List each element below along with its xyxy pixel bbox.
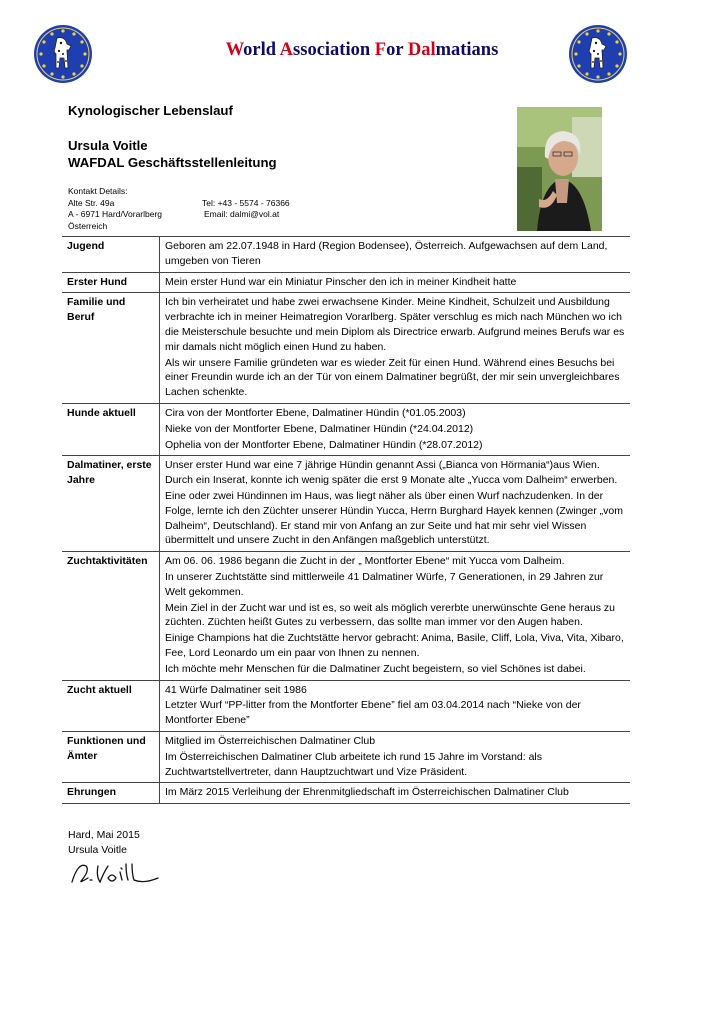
row-paragraph: Eine oder zwei Hündinnen im Haus, was liegt näher als über einen Wurf nachzudenken. In der Folge, lernte ich den Züchter unserer Hündin Yucca, Herrn Burghard Hayek kennen (Zwinger „vom Dalheim“, Deutschland). Er stand mir von Anfang an zur Seite und hat mir sehr viel Wissen übermittelt und unsere Zucht in den Anfängen maßgeblich unterstützt. <box>165 489 623 547</box>
title-part: or <box>386 40 408 60</box>
signature <box>68 858 160 888</box>
row-paragraph: Im Österreichischen Dalmatiner Club arbeitete ich rund 15 Jahre im Vorstand: als Zuchtwartstellvertreter, dann Hauptzuchtwart und Vize Präsident. <box>165 750 543 778</box>
title-part: A <box>279 40 294 60</box>
contact-street: Alte Str. 49a <box>68 197 115 208</box>
row-paragraph: Ophelia von der Montforter Ebene, Dalmatiner Hündin (*28.07.2012) <box>165 438 483 451</box>
row-content <box>160 552 631 680</box>
title-part: matians <box>435 40 499 60</box>
row-paragraph: Geboren am 22.07.1948 in Hard (Region Bodensee), Österreich. Aufgewachsen auf dem Land, umgeben von Tieren <box>165 240 608 267</box>
contact-label: Kontakt Details: <box>68 186 128 196</box>
row-content <box>160 783 631 804</box>
page-title <box>150 40 574 61</box>
portrait-photo <box>517 107 602 231</box>
dalmatian-star-emblem-icon <box>568 24 628 84</box>
row-paragraph: Unser erster Hund war eine 7 jährige Hündin genannt Assi („Bianca von Hörmania“)aus Wien. Durch ein Inserat, konnte ich wenig später die erst 9 Monate alte „Yucca vom Dalheim“ erwerben. <box>165 459 618 487</box>
row-paragraph: Als wir unsere Familie gründeten war es wieder Zeit für einen Hund. Während eines Besuchs bei einer Freundin wurde ich an der Tür von einem Dalmatiner begrüßt, der mir sein unvergleichbares Lachen schenkte. <box>165 356 620 399</box>
table-row <box>62 552 630 680</box>
row-paragraph: In unserer Zuchtstätte sind mittlerweile 41 Dalmatiner Würfe, 7 Generationen, in 29 Jahren zur Welt gekommen. <box>165 570 604 598</box>
table-row <box>62 403 630 455</box>
row-label: Zucht aktuell <box>62 680 160 731</box>
row-label: Jugend <box>62 237 160 273</box>
row-label: Hunde aktuell <box>62 403 160 455</box>
person-role: WAFDAL Geschäftsstellenleitung <box>68 155 277 170</box>
row-label: Funktionen und Ämter <box>62 731 160 782</box>
row-label: Zuchtaktivitäten <box>62 552 160 680</box>
row-paragraph: Einige Champions hat die Zuchtstätte hervor gebracht: Anima, Basile, Cliff, Lola, Viva, Vita, Xibaro, Fee, Lord Leonardo um ein paar von Ihnen zu nennen. <box>165 632 624 659</box>
footer-place-date: Hard, Mai 2015 <box>68 829 140 841</box>
doc-heading: Kynologischer Lebenslauf <box>68 103 233 118</box>
table-row <box>62 237 630 273</box>
row-paragraph: Nieke von der Montforter Ebene, Dalmatiner Hündin (*24.04.2012) <box>165 422 474 435</box>
title-part: Dal <box>407 40 436 60</box>
row-paragraph: Ich bin verheiratet und habe zwei erwachsene Kinder. Meine Kindheit, Schulzeit und Ausbildung verbrachte ich in meiner Heimatregion Vorarlberg. Später verschlug es mich nach München wo ich die Meisterschule besuchte und mein Diplom als Directrice erwarb. Aufgrund meines Berufs war es mir damals nicht möglich einen Hund zu haben. <box>165 296 625 353</box>
contact-country: Österreich <box>68 221 108 232</box>
row-paragraph: Am 06. 06. 1986 begann die Zucht in der „ Montforter Ebene“ mit Yucca vom Dalheim. <box>165 555 565 568</box>
table-row <box>62 272 630 293</box>
contact-email: Email: dalmi@vol.at <box>204 209 280 220</box>
contact-city: A - 6971 Hard/Vorarlberg <box>68 209 163 220</box>
contact-details <box>68 186 290 233</box>
cv-table <box>62 236 630 804</box>
row-label: Erster Hund <box>62 272 160 293</box>
row-label: Familie und Beruf <box>62 293 160 404</box>
table-row <box>62 456 630 552</box>
row-label: Ehrungen <box>62 783 160 804</box>
table-row <box>62 293 630 404</box>
row-content <box>160 272 631 293</box>
row-paragraph: Mitglied im Österreichischen Dalmatiner Club <box>165 734 376 747</box>
footer-name: Ursula Voitle <box>68 843 127 856</box>
table-row <box>62 783 630 804</box>
row-paragraph: Cira von der Montforter Ebene, Dalmatiner Hündin (*01.05.2003) <box>165 406 466 419</box>
row-content <box>160 680 631 731</box>
dalmatian-star-emblem-icon <box>33 24 93 84</box>
row-paragraph: 41 Würfe Dalmatiner seit 1986 <box>165 683 307 696</box>
row-paragraph: Im März 2015 Verleihung der Ehrenmitgliedschaft im Österreichischen Dalmatiner Club <box>165 786 569 799</box>
footer <box>68 828 140 857</box>
row-paragraph: Letzter Wurf “PP-litter from the Montforter Ebene” fiel am 03.04.2014 nach “Nieke von der Montforter Ebene” <box>165 699 581 727</box>
row-content <box>160 293 631 404</box>
row-paragraph: Mein erster Hund war ein Miniatur Pinscher den ich in meiner Kindheit hatte <box>165 275 517 288</box>
title-part: ssociation <box>293 40 375 60</box>
title-part: F <box>374 40 387 60</box>
row-content <box>160 237 631 273</box>
row-paragraph: Ich möchte mehr Menschen für die Dalmatiner Zucht begeistern, so viel Schönes ist dabei. <box>165 662 586 675</box>
contact-tel: Tel: +43 - 5574 - 76366 <box>202 197 290 208</box>
row-content <box>160 403 631 455</box>
table-row <box>62 731 630 782</box>
title-part: W <box>225 40 244 60</box>
row-content <box>160 456 631 552</box>
row-label: Dalmatiner, erste Jahre <box>62 456 160 552</box>
table-row <box>62 680 630 731</box>
person-name: Ursula Voitle <box>68 138 148 153</box>
row-content <box>160 731 631 782</box>
row-paragraph: Mein Ziel in der Zucht war und ist es, so weit als möglich vererbte unerwünschte Gene heraus zu züchten. Züchten heißt Gutes zu verbessern, das sollte man immer vor den Augen haben. <box>165 601 615 629</box>
title-part: orld <box>243 40 280 60</box>
